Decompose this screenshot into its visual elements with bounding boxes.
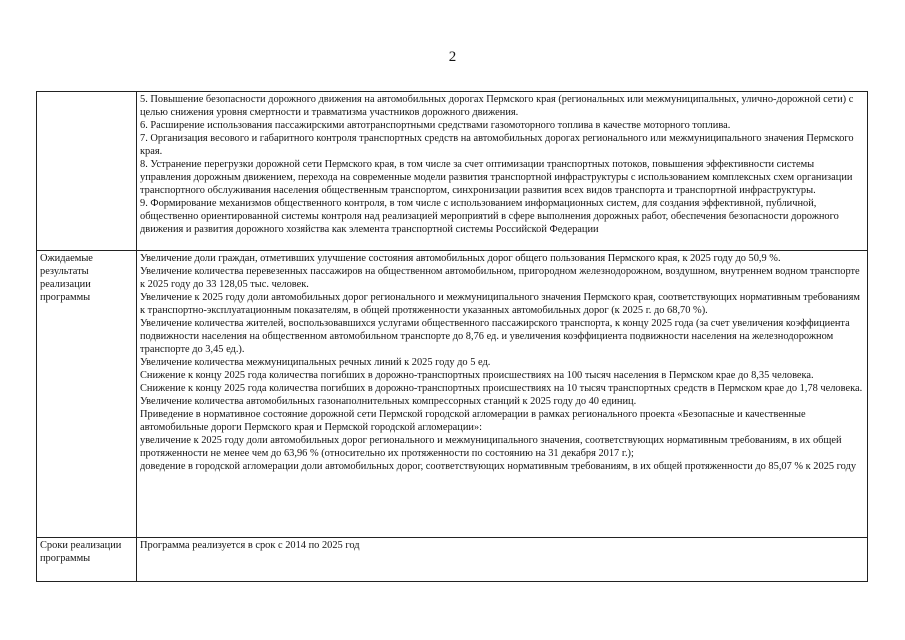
row-content: [137, 92, 868, 251]
list-item: Увеличение количества перевезенных пассажиров на общественном автомобильном, пригородном железнодорожном, воздушном, внутреннем водном транспорте к 2025 году до 33 128,05 тыс. человек.: [140, 266, 860, 290]
list-item: Увеличение количества жителей, воспользовавшихся услугами общественного пассажирского транспорта, к концу 2025 года (за счет увеличения коэффициента подвижности населения на общественном автомобильном транспорте до 8,76 ед. и увеличения коэффициента подвижности населения на железнодорожном транспорте до 3,45 ед.).: [140, 318, 850, 355]
list-item: 7. Организация весового и габаритного контроля транспортных средств на автомобильных дорогах регионального или межмуниципального значения Пермского края.: [140, 133, 854, 157]
table-row: [37, 92, 868, 251]
list-item: Увеличение доли граждан, отметивших улучшение состояния автомобильных дорог общего пользования Пермского края, к 2025 году до 50,9 %.: [140, 253, 781, 264]
list-item: доведение в городской агломерации доли автомобильных дорог, соответствующих нормативным требованиям, в их общей протяженности до 85,07 % к 2025 году: [140, 461, 857, 472]
list-item: 5. Повышение безопасности дорожного движения на автомобильных дорогах Пермского края (региональных или межмуниципальных, улично-дорожной сети) с целью снижения уровня смертности и травматизма участников дорожного движения.: [140, 94, 854, 118]
list-item: Приведение в нормативное состояние дорожной сети Пермской городской агломерации в рамках регионального проекта «Безопасные и качественные автомобильные дороги Пермского края и Пермской городской агломерации»:: [140, 409, 806, 433]
list-item: увеличение к 2025 году доли автомобильных дорог регионального и межмуниципального значения, соответствующих нормативным требованиям, в их общей протяженности не менее чем до 63,96 % (относительно их протяженности по состоянию на 31 декабря 2017 г.);: [140, 435, 842, 459]
row-label: Сроки реализации программы: [37, 538, 137, 582]
row-label: [37, 92, 137, 251]
list-item: Увеличение количества автомобильных газонаполнительных компрессорных станций к 2025 году до 40 единиц.: [140, 396, 637, 407]
list-item: 8. Устранение перегрузки дорожной сети Пермского края, в том числе за счет оптимизации транспортных потоков, повышения эффективности системы управления дорожным движением, перехода на современные модели развития транспортной инфраструктуры с использованием комплексных схем организации транспортного обслуживания населения общественным транспортом, синхронизации развития всех видов транспорта и транспортной инфраструктуры.: [140, 159, 853, 196]
row-content: [137, 538, 868, 582]
program-passport-table: [36, 91, 868, 582]
list-item: Снижение к концу 2025 года количества погибших в дорожно-транспортных происшествиях на 100 тысяч населения в Пермском крае до 8,35 человека.: [140, 370, 814, 381]
list-item: Увеличение количества межмуниципальных речных линий к 2025 году до 5 ед.: [140, 357, 491, 368]
list-item: 9. Формирование механизмов общественного контроля, в том числе с использованием информационных систем, для создания эффективной, публичной, общественно ориентированной системы контроля над реализацией мероприятий в сфере выполнения дорожных работ, обеспечения безопасности дорожного движения и развития дорожного хозяйства как элемента транспортной системы Российской Федерации: [140, 198, 839, 235]
page-number: 2: [448, 49, 457, 65]
list-item: Программа реализуется в срок с 2014 по 2025 год: [140, 540, 360, 551]
row-content: [137, 251, 868, 538]
list-item: Снижение к концу 2025 года количества погибших в дорожно-транспортных происшествиях на 10 тысяч транспортных средств в Пермском крае до 1,78 человека.: [140, 383, 863, 394]
list-item: Увеличение к 2025 году доли автомобильных дорог регионального и межмуниципального значения Пермского края, соответствующих нормативным требованиям к транспортно-эксплуатационным показателям, в общей протяженности указанных автомобильных дорог (к 2025 г. до 68,70 %).: [140, 292, 860, 316]
list-item: 6. Расширение использования пассажирскими автотранспортными средствами газомоторного топлива в качестве моторного топлива.: [140, 120, 731, 131]
table-row: [37, 538, 868, 582]
table-row: [37, 251, 868, 538]
row-label: Ожидаемые результаты реализации программы: [37, 251, 137, 538]
